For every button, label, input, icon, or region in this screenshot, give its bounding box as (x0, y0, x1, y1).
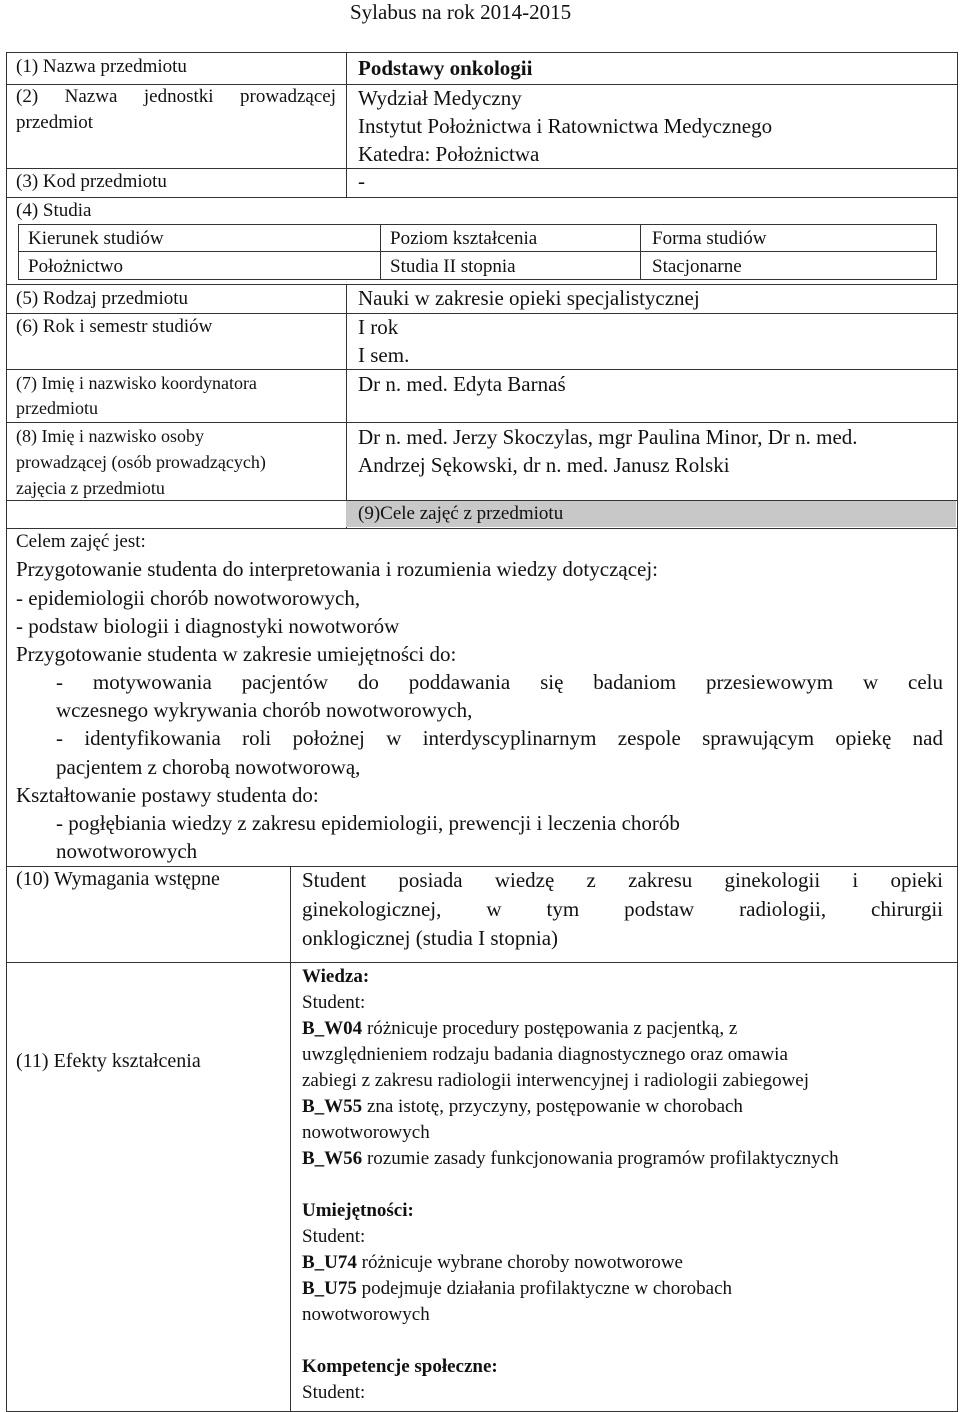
studies-label: (4) Studia (16, 200, 92, 221)
outcome-w04-line3: zabiegi z zakresu radiologii interwencyjnej i radiologii zabiegowej (302, 1070, 809, 1091)
subtable-divider (380, 224, 381, 280)
coordinator-label-line2: przedmiotu (16, 398, 98, 418)
objectives-intro: Celem zajęć jest: (16, 531, 146, 552)
course-type: Nauki w zakresie opieki specjalistycznej (358, 286, 700, 310)
row-divider (6, 168, 958, 169)
coordinator-name: Dr n. med. Edyta Barnaś (358, 372, 566, 396)
column-divider (346, 284, 347, 528)
year-label: (6) Rok i semestr studiów (16, 316, 213, 337)
level-header: Poziom kształcenia (390, 228, 538, 249)
unit-faculty: Wydział Medyczny (358, 86, 522, 110)
objectives-p3: Kształtowanie postawy studenta do: (16, 783, 319, 807)
subtable-divider (640, 224, 641, 280)
row-divider (6, 962, 958, 963)
outcome-text: zna istotę, przyczyny, postępowanie w chorobach (362, 1096, 743, 1117)
teachers-line2: Andrzej Sękowski, dr n. med. Janusz Rolski (358, 453, 730, 477)
objectives-p2: Przygotowanie studenta w zakresie umiejętności do: (16, 642, 457, 666)
knowledge-heading: Wiedza: (302, 966, 370, 987)
row-divider (6, 284, 958, 285)
course-name: Podstawy onkologii (358, 56, 533, 80)
skills-heading: Umiejętności: (302, 1200, 414, 1221)
objectives-p2-a1: - motywowania pacjentów do poddawania się badaniom przesiewowym w celu (56, 670, 943, 694)
row-divider (6, 197, 958, 198)
outcome-text: rozumie zasady funkcjonowania programów profilaktycznych (362, 1148, 839, 1169)
row-divider (6, 313, 958, 314)
course-code: - (358, 169, 365, 193)
objectives-p2-b1: - identyfikowania roli położnej w interdyscyplinarnym zespole sprawującym opiekę nad (56, 726, 943, 750)
type-label: (5) Rodzaj przedmiotu (16, 288, 189, 309)
objectives-p2-a2: wczesnego wykrywania chorób nowotworowych, (56, 698, 473, 722)
unit-label-line1: (2) Nazwa jednostki prowadzącej (16, 86, 336, 107)
unit-institute: Instytut Położnictwa i Ratownictwa Medycznego (358, 114, 773, 138)
row-divider (6, 369, 958, 370)
name-label: (1) Nazwa przedmiotu (16, 56, 187, 77)
objectives-p1-item2: - podstaw biologii i diagnostyki nowotworów (16, 614, 400, 638)
teachers-label-line2: prowadzącej (osób prowadzących) (16, 452, 266, 472)
column-divider (346, 52, 347, 198)
outcome-w04-line2: uwzględnieniem rodzaju badania diagnostycznego oraz omawia (302, 1044, 788, 1065)
teachers-label-line1: (8) Imię i nazwisko osoby (16, 426, 204, 446)
competences-heading: Kompetencje społeczne: (302, 1356, 498, 1377)
objectives-p2-b2: pacjentem z chorobą nowotworową, (56, 755, 361, 779)
outcome-w55-line2: nowotworowych (302, 1122, 430, 1143)
outcome-text: różnicuje wybrane choroby nowotworowe (356, 1252, 683, 1273)
outcome-code: B_W56 (302, 1148, 363, 1169)
outcome-u74 (302, 1252, 683, 1274)
form-value: Stacjonarne (652, 256, 742, 277)
outcome-u75 (302, 1278, 732, 1300)
outcome-text: podejmuje działania profilaktyczne w chorobach (356, 1278, 732, 1299)
outcome-code: B_W04 (302, 1018, 363, 1039)
skills-student: Student: (302, 1226, 366, 1247)
outcome-text: różnicuje procedury postępowania z pacjentką, z (362, 1018, 738, 1039)
outcome-u75-line2: nowotworowych (302, 1304, 430, 1325)
year-value: I rok (358, 315, 399, 339)
outcomes-label: (11) Efekty kształcenia (16, 1050, 201, 1072)
outcome-w56 (302, 1148, 839, 1170)
field-header: Kierunek studiów (28, 228, 164, 249)
field-value: Położnictwo (28, 256, 123, 277)
outcome-code: B_W55 (302, 1096, 363, 1117)
subtable-divider (18, 251, 937, 252)
outcome-code: B_U74 (302, 1252, 357, 1273)
unit-department: Katedra: Położnictwa (358, 142, 540, 166)
outcome-w04 (302, 1018, 737, 1040)
semester-value: I sem. (358, 343, 410, 367)
objectives-p3-a1: - pogłębiania wiedzy z zakresu epidemiologii, prewencji i leczenia chorób (56, 811, 680, 835)
objectives-p1: Przygotowanie studenta do interpretowania i rozumienia wiedzy dotyczącej: (16, 557, 659, 581)
row-divider (6, 84, 958, 85)
outcome-code: B_U75 (302, 1278, 357, 1299)
outcome-w55 (302, 1096, 743, 1118)
column-divider (290, 866, 291, 1412)
competences-student: Student: (302, 1382, 366, 1403)
objectives-title: (9)Cele zajęć z przedmiotu (358, 503, 564, 524)
unit-label-line2: przedmiot (16, 112, 94, 133)
objectives-p1-item1: - epidemiologii chorób nowotworowych, (16, 586, 361, 610)
teachers-label-line3: zajęcia z przedmiotu (16, 478, 165, 498)
code-label: (3) Kod przedmiotu (16, 171, 167, 192)
level-value: Studia II stopnia (390, 256, 516, 277)
form-header: Forma studiów (652, 228, 767, 249)
teachers-line1: Dr n. med. Jerzy Skoczylas, mgr Paulina Minor, Dr n. med. (358, 425, 858, 449)
coordinator-label-line1: (7) Imię i nazwisko koordynatora (16, 373, 257, 393)
objectives-p3-a2: nowotworowych (56, 839, 198, 863)
prerequisites-line1: Student posiada wiedzę z zakresu ginekologii i opieki (302, 868, 943, 892)
page-header: Sylabus na rok 2014-2015 (350, 0, 572, 24)
row-divider (6, 422, 958, 423)
knowledge-student: Student: (302, 992, 366, 1013)
row-divider (6, 866, 958, 867)
prerequisites-line2: ginekologicznej, w tym podstaw radiologii, chirurgii (302, 897, 943, 921)
row-divider (6, 528, 958, 529)
prerequisites-label: (10) Wymagania wstępne (16, 868, 220, 890)
prerequisites-line3: onklogicznej (studia I stopnia) (302, 926, 559, 950)
